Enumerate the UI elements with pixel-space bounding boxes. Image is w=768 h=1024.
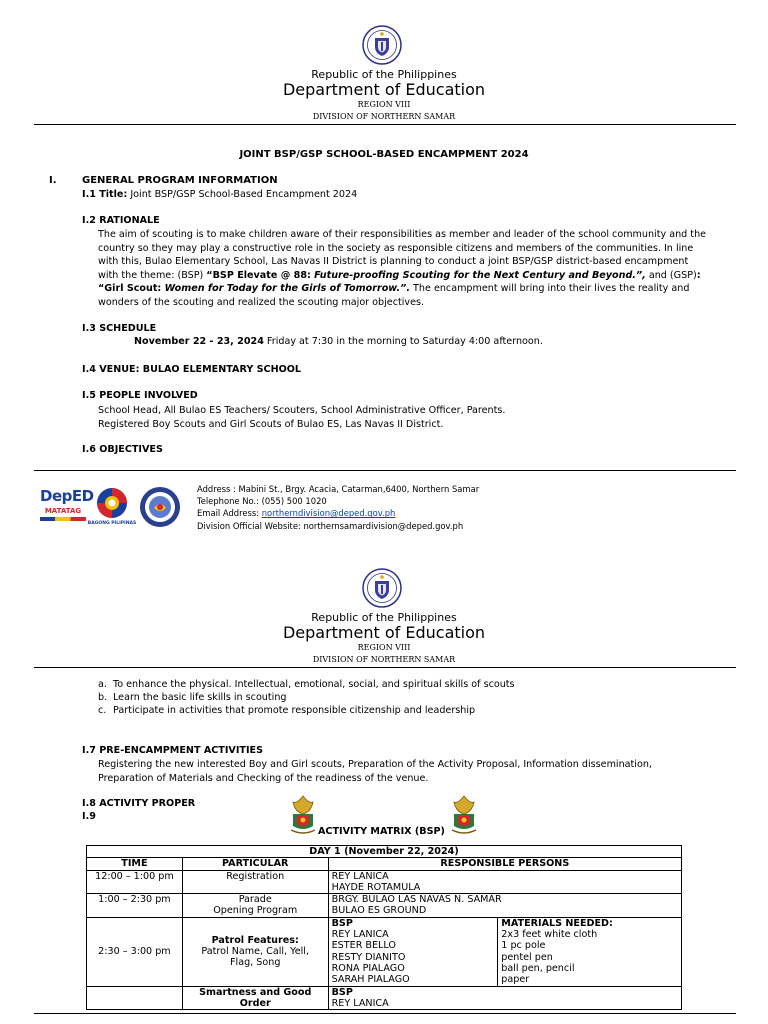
footer-website: Division Official Website: northernsamardivision@deped.gov.ph — [197, 520, 464, 531]
title-value: Joint BSP/GSP School-Based Encampment 2024 — [127, 189, 358, 200]
people-heading: I.5 PEOPLE INVOLVED — [82, 390, 198, 401]
group-label: BSP — [331, 917, 353, 929]
person-name: SARAH PIALAGO — [331, 974, 410, 986]
person-name: RESTY DIANITO — [331, 951, 406, 963]
venue-heading: I.4 VENUE: BULAO ELEMENTARY SCHOOL — [82, 364, 302, 375]
schedule-date: November 22 - 23, 2024 — [134, 336, 264, 347]
theme-gsp-a: “Girl Scout: — [98, 283, 165, 294]
day-header: DAY 1 (November 22, 2024) — [87, 846, 682, 858]
section-heading: GENERAL PROGRAM INFORMATION — [82, 175, 278, 186]
person-name: RONA PIALAGO — [331, 962, 405, 974]
person-name: BULAO ES GROUND — [331, 905, 427, 917]
person-name: HAYDE ROTAMULA — [331, 881, 421, 893]
cell-time: 12:00 – 1:00 pm — [87, 870, 183, 894]
rationale-line: country so they may play a constructive role in the society as responsible citizens and members of the communities. In line — [98, 242, 694, 254]
person-name: REY LANICA — [331, 870, 389, 882]
col-time: TIME — [87, 858, 183, 870]
cell-materials — [498, 917, 682, 986]
division-label: DIVISION OF NORTHERN SAMAR — [312, 655, 456, 664]
particular-line: Patrol Name, Call, Yell, — [201, 946, 310, 958]
department-title: Department of Education — [282, 623, 486, 642]
material-item: 2x3 feet white cloth — [501, 929, 598, 941]
cell-time: 2:30 – 3:00 pm — [87, 917, 183, 986]
footer-email-line — [197, 507, 479, 519]
objectives-list — [98, 678, 515, 717]
material-item: pentel pen — [501, 951, 553, 963]
pre-encampment-heading: I.7 PRE-ENCAMPMENT ACTIVITIES — [82, 745, 263, 756]
rationale-theme-line — [98, 269, 738, 283]
table-row — [87, 917, 682, 986]
particular-line: Order — [239, 997, 271, 1009]
objective-text: Participate in activities that promote responsible citizenship and leadership — [113, 705, 476, 716]
schedule-line — [134, 336, 543, 347]
region-label: REGION VIII — [357, 100, 411, 109]
bsp-badge-icon — [287, 792, 319, 840]
section-numeral: I. — [49, 175, 57, 186]
cell-time: 1:00 – 2:30 pm — [87, 894, 183, 918]
particular-line: Opening Program — [213, 905, 298, 917]
particular-line: Patrol Features: — [211, 934, 299, 946]
division-seal-icon — [139, 486, 181, 528]
deped-matatag-logo — [40, 487, 94, 529]
objective-marker: b. — [98, 692, 108, 703]
rationale-line: with this, Bulao Elementary School, Las Navas II District is planning to conduct a joint BSP/GSP district-based encampment — [98, 256, 689, 267]
cell-particular: Registration — [182, 870, 328, 894]
pre-encampment-line: Preparation of Materials and Checking of the readiness of the venue. — [98, 772, 429, 784]
pre-encampment-paragraph — [98, 758, 738, 785]
table-row — [87, 858, 682, 870]
page-bottom-divider — [34, 1013, 736, 1014]
schedule-heading: I.3 SCHEDULE — [82, 323, 157, 334]
header-divider — [34, 667, 736, 668]
deped-seal-icon — [362, 25, 402, 65]
section-i9: I.9 — [82, 811, 96, 822]
title-line — [82, 189, 357, 200]
cell-particular — [182, 894, 328, 918]
footer-address: Address : Mabini St., Brgy. Acacia, Catarman,6400, Northern Samar — [197, 484, 480, 494]
region-label: REGION VIII — [357, 643, 411, 652]
objectives-heading: I.6 OBJECTIVES — [82, 444, 163, 455]
department-title: Department of Education — [282, 80, 486, 99]
people-list — [98, 404, 738, 431]
theme-mid: and (GSP) — [645, 269, 697, 281]
document-title: JOINT BSP/GSP SCHOOL-BASED ENCAMPMENT 2024 — [239, 149, 529, 160]
activity-matrix-table — [86, 845, 682, 1010]
col-responsible: RESPONSIBLE PERSONS — [328, 858, 681, 870]
bsp-badge-icon — [448, 792, 480, 840]
materials-heading: MATERIALS NEEDED: — [501, 917, 613, 929]
republic-label: Republic of the Philippines — [311, 68, 457, 81]
footer-email-label: Email Address: — [197, 508, 262, 519]
person-name: ESTER BELLO — [331, 940, 396, 952]
rationale-paragraph — [98, 228, 738, 309]
title-label: I.1 Title: — [82, 189, 128, 200]
objective-marker: c. — [98, 705, 107, 716]
activity-matrix-title: ACTIVITY MATRIX (BSP) — [318, 826, 445, 837]
list-item — [98, 691, 515, 704]
list-item — [98, 678, 515, 691]
table-row — [87, 986, 682, 1010]
republic-label: Republic of the Philippines — [311, 611, 457, 624]
deped-seal-icon — [362, 568, 402, 608]
theme-after: The encampment will bring into their lives the reality and — [410, 283, 690, 294]
material-item: paper — [501, 974, 530, 986]
footer-divider — [34, 470, 736, 471]
footer-telephone: Telephone No.: (055) 500 1020 — [197, 496, 327, 507]
objective-marker: a. — [98, 679, 107, 690]
cell-persons — [328, 870, 681, 894]
objective-text: To enhance the physical. Intellectual, emotional, social, and spiritual skills of scouts — [113, 679, 515, 690]
material-item: ball pen, pencil — [501, 962, 575, 974]
activity-proper-heading: I.8 ACTIVITY PROPER — [82, 798, 196, 809]
material-item: 1 pc pole — [501, 940, 546, 952]
particular-line: Flag, Song — [230, 957, 281, 969]
footer-email-link[interactable]: northerndivision@deped.gov.ph — [261, 508, 396, 519]
theme-colon: : — [696, 269, 701, 281]
header-divider — [34, 124, 736, 125]
matatag-text: MATATAG — [44, 507, 82, 515]
deped-logo-text: DepED — [40, 487, 94, 505]
group-label: BSP — [331, 986, 353, 998]
rationale-gsp-line — [98, 282, 738, 296]
person-name: REY LANICA — [331, 929, 389, 941]
cell-persons — [328, 986, 681, 1010]
pre-encampment-line: Registering the new interested Boy and Girl scouts, Preparation of the Activity Proposal, Information dissemination, — [98, 759, 652, 770]
rationale-heading: I.2 RATIONALE — [82, 215, 160, 226]
list-item — [98, 704, 515, 717]
particular-line: Parade — [238, 894, 272, 906]
table-row — [87, 894, 682, 918]
people-line: Registered Boy Scouts and Girl Scouts of Bulao ES, Las Navas II District. — [98, 418, 444, 430]
theme-gsp-b: Women for Today for the Girls of Tomorrow.”. — [164, 283, 410, 294]
schedule-time: Friday at 7:30 in the morning to Saturday 4:00 afternoon. — [263, 336, 543, 347]
col-particular: PARTICULAR — [182, 858, 328, 870]
table-row — [87, 846, 682, 858]
cell-particular — [182, 986, 328, 1010]
theme-prefix: with the theme: (BSP) — [98, 269, 207, 281]
table-row — [87, 870, 682, 894]
division-label: DIVISION OF NORTHERN SAMAR — [312, 112, 456, 121]
rationale-line: wonders of the scouting and realized the scouting major objectives. — [98, 296, 425, 308]
bagong-pilipinas-logo-icon — [92, 486, 132, 522]
cell-particular — [182, 917, 328, 986]
people-line: School Head, All Bulao ES Teachers/ Scouters, School Administrative Officer, Parents. — [98, 405, 506, 416]
person-name: BRGY. BULAO LAS NAVAS N. SAMAR — [331, 894, 502, 906]
footer-contact — [197, 483, 479, 532]
person-name: REY LANICA — [331, 997, 389, 1009]
theme-bsp-a: “BSP Elevate @ 88: — [206, 269, 315, 281]
bagong-pilipinas-text: BAGONG PILIPINAS — [87, 521, 137, 526]
cell-persons — [328, 917, 498, 986]
cell-persons — [328, 894, 681, 918]
rationale-line: The aim of scouting is to make children aware of their responsibilities as member and leader of the school community and the — [98, 229, 707, 240]
objective-text: Learn the basic life skills in scouting — [113, 692, 287, 703]
cell-time — [87, 986, 183, 1010]
particular-line: Smartness and Good — [199, 986, 312, 998]
theme-bsp-b: Future-proofing Scouting for the Next Century and Beyond.”, — [314, 269, 646, 281]
